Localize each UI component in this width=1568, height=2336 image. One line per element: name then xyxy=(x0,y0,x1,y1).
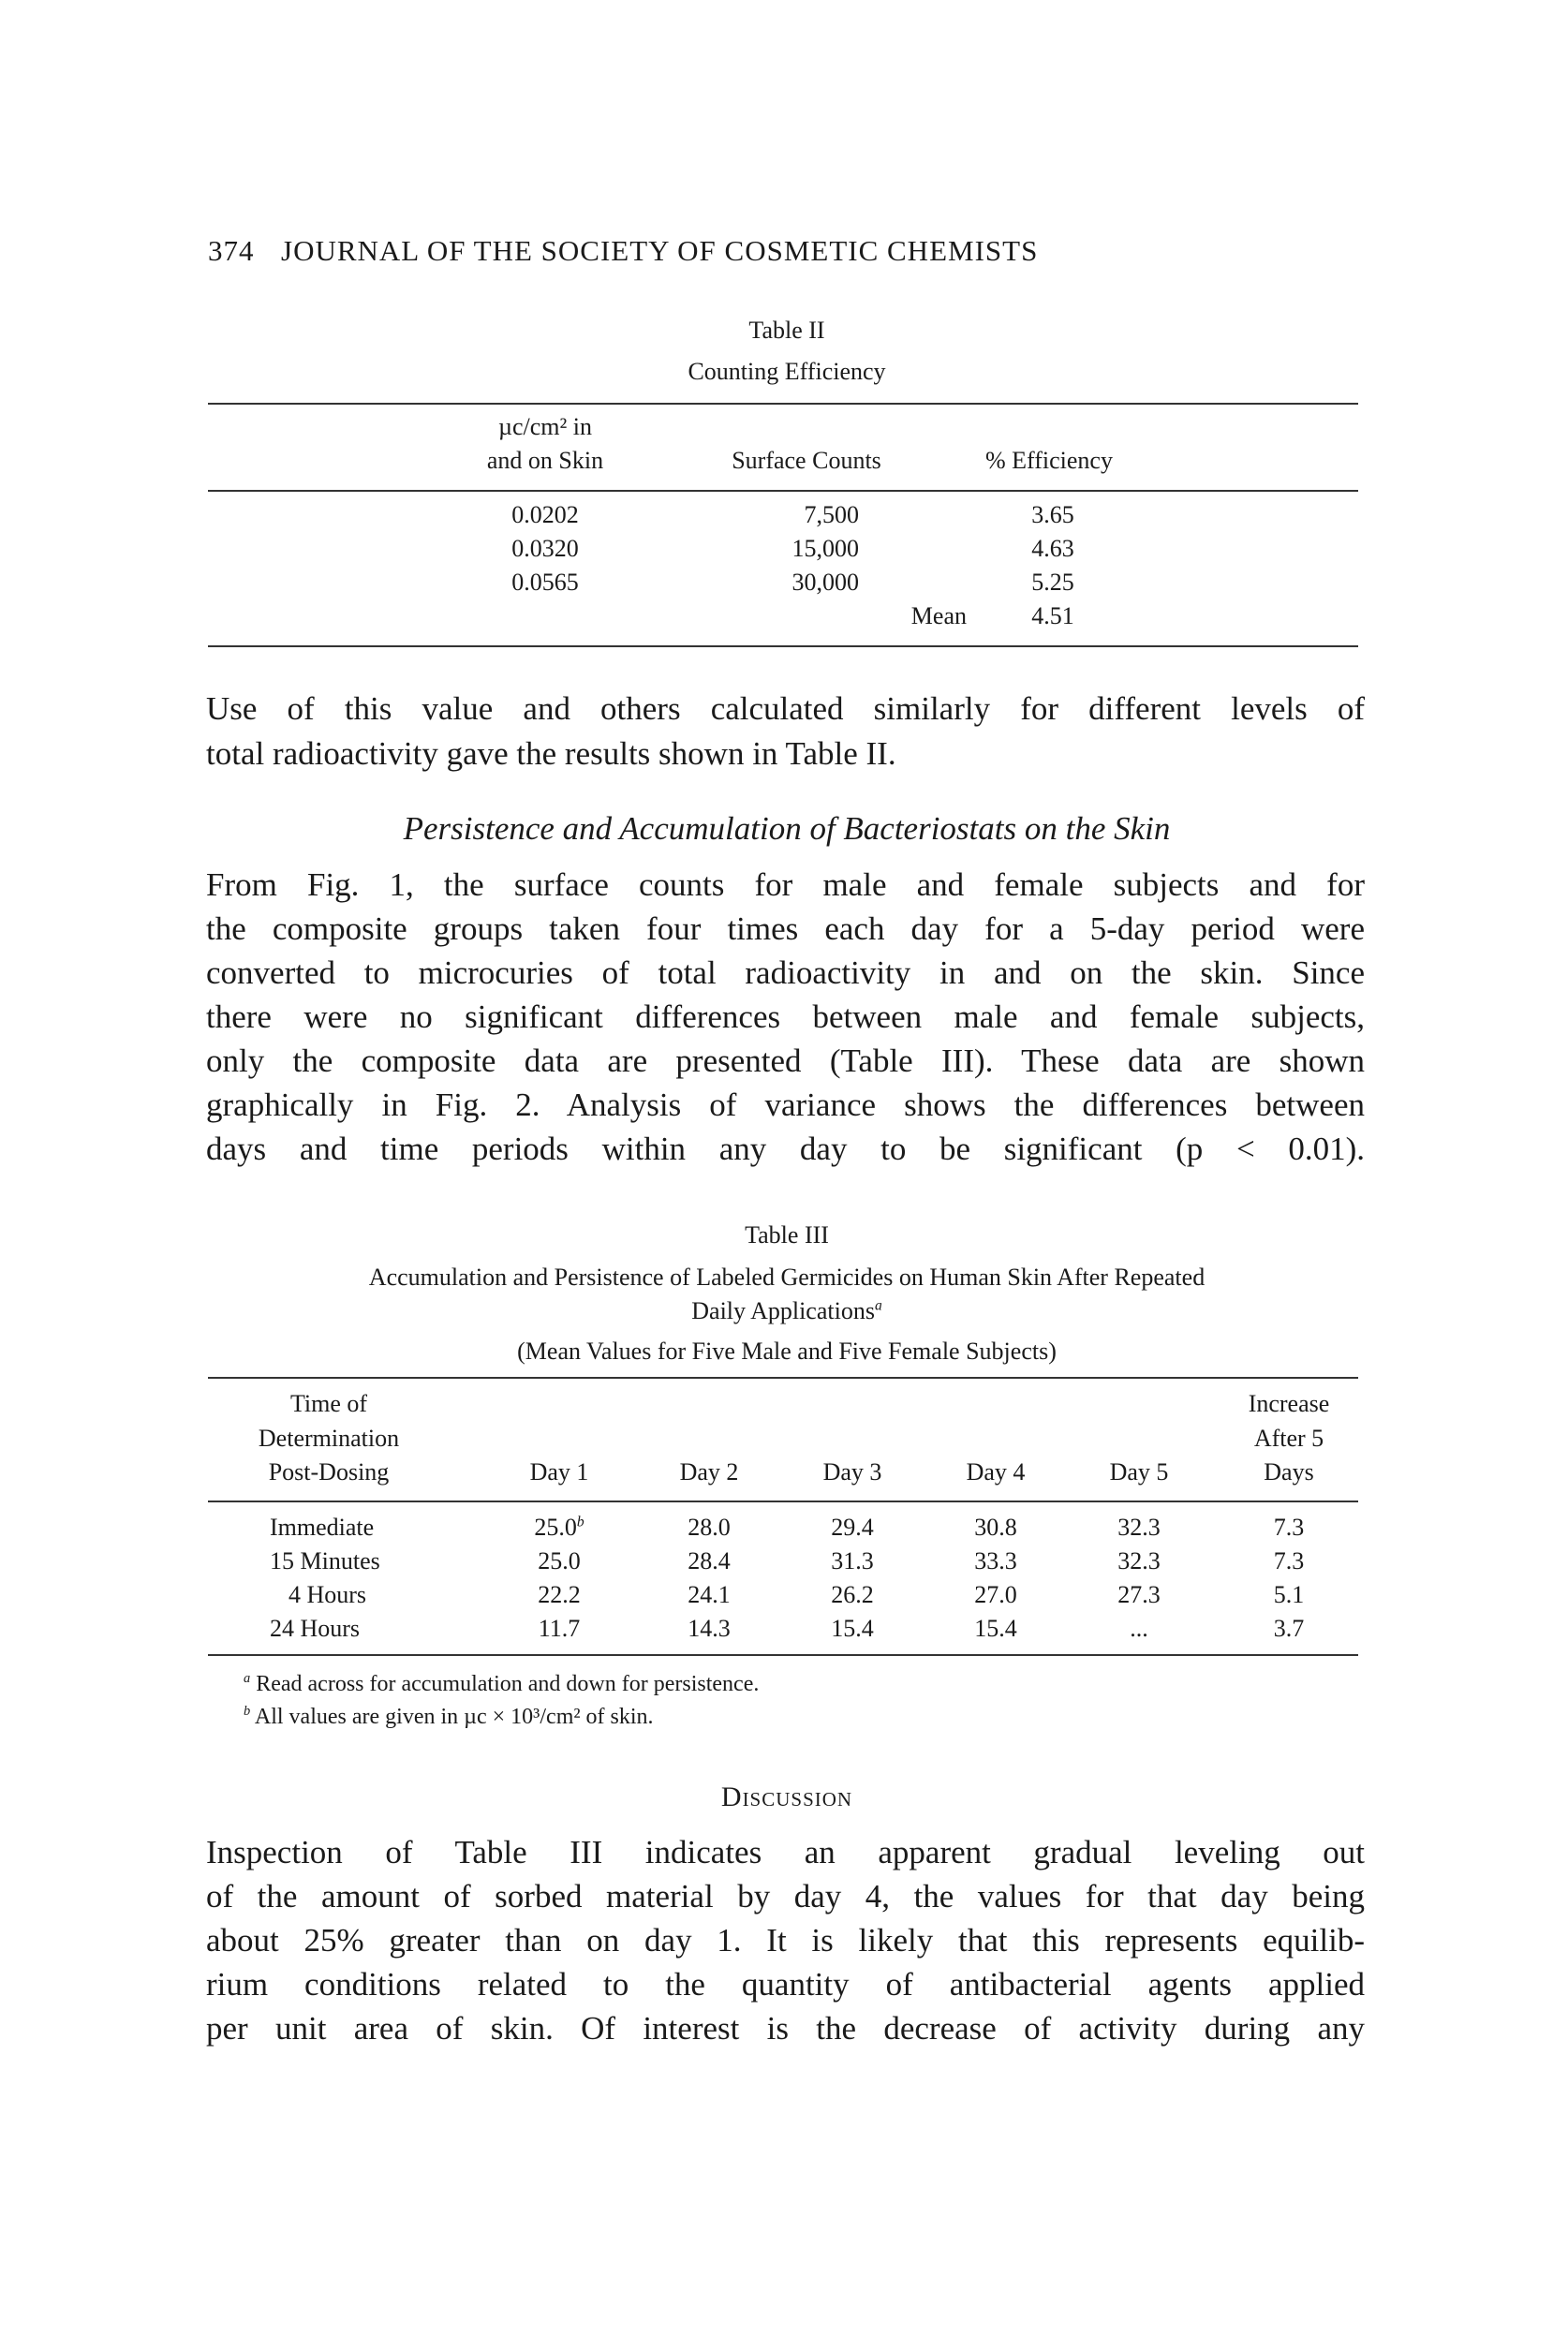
footnote-mark: a xyxy=(874,1297,882,1314)
table-cell: 28.4 xyxy=(688,1547,731,1575)
table-cell: 22.2 xyxy=(538,1581,581,1608)
table-rule xyxy=(208,1377,1358,1379)
table-cell: 31.3 xyxy=(831,1547,874,1575)
paragraph-line: total radioactivity gave the results shown in Table II. xyxy=(206,735,896,772)
table-cell: 29.4 xyxy=(831,1514,874,1541)
footnote-mark: b xyxy=(576,1514,584,1530)
mean-value: 4.51 xyxy=(1031,602,1074,629)
column-header: After 5 xyxy=(1253,1425,1324,1452)
row-label: Immediate xyxy=(270,1514,375,1541)
table-title xyxy=(691,1297,882,1325)
footnote-text: Read across for accumulation and down for persistence. xyxy=(256,1672,760,1696)
column-header: Day 2 xyxy=(679,1458,739,1486)
column-header: Day 4 xyxy=(966,1458,1026,1486)
table-cell: 27.3 xyxy=(1117,1581,1161,1608)
table-cell: 25.0$^b$ xyxy=(534,1514,584,1541)
table-rule xyxy=(208,1654,1358,1656)
table-cell: 30.8 xyxy=(974,1514,1017,1541)
column-header: Day 5 xyxy=(1109,1458,1169,1486)
table-label: Table II xyxy=(748,317,825,344)
footnote-mark: a xyxy=(244,1671,251,1686)
table-cell: 3.65 xyxy=(1031,501,1074,528)
table-cell: 7,500 xyxy=(804,501,859,528)
table-rule xyxy=(208,490,1358,492)
column-header: Day 1 xyxy=(529,1458,589,1486)
table-cell: 25.0 xyxy=(538,1547,581,1575)
table-label: Table III xyxy=(745,1221,829,1249)
row-label: 15 Minutes xyxy=(270,1547,380,1575)
table-cell: 15.4 xyxy=(974,1615,1017,1642)
table-title: Counting Efficiency xyxy=(688,358,886,385)
table-cell: 15.4 xyxy=(831,1615,874,1642)
footnote xyxy=(244,1704,654,1730)
paragraph-line: there were no significant differences between male and female subjects, xyxy=(206,998,1365,1035)
paragraph-line: graphically in Fig. 2. Analysis of variance shows the differences between xyxy=(206,1087,1365,1123)
column-header: Increase xyxy=(1248,1390,1330,1417)
paragraph-line: about 25% greater than on day 1. It is likely that this represents equilib- xyxy=(206,1922,1365,1959)
table-cell: 30,000 xyxy=(791,569,859,596)
table-subtitle: (Mean Values for Five Male and Five Female Subjects) xyxy=(517,1338,1057,1365)
paragraph-line: only the composite data are presented (Table III). These data are shown xyxy=(206,1042,1365,1079)
mean-label: Mean xyxy=(910,602,967,629)
table-cell: 24.1 xyxy=(688,1581,731,1608)
section-heading: Discussion xyxy=(720,1782,853,1812)
paragraph-line: Use of this value and others calculated similarly for different levels of xyxy=(206,690,1365,727)
table-cell: 27.0 xyxy=(974,1581,1017,1608)
footnote-text: All values are given in µc × 10³/cm² of skin. xyxy=(254,1705,654,1729)
column-header: Day 3 xyxy=(822,1458,882,1486)
column-header: Post-Dosing xyxy=(268,1458,390,1486)
journal-title: JOURNAL OF THE SOCIETY OF COSMETIC CHEMISTS xyxy=(281,234,1039,267)
column-header: µc/cm² in xyxy=(497,413,593,440)
column-header: Surface Counts xyxy=(732,447,881,474)
paragraph-line: Inspection of Table III indicates an apparent gradual leveling out xyxy=(206,1834,1365,1870)
page-number: 374 xyxy=(208,234,255,267)
section-heading: Persistence and Accumulation of Bacteriostats on the Skin xyxy=(403,810,1171,847)
paragraph-line: From Fig. 1, the surface counts for male and female subjects and for xyxy=(206,866,1365,903)
column-header: Days xyxy=(1264,1458,1314,1486)
table-cell: 5.1 xyxy=(1273,1581,1305,1608)
table-title-text: Daily Applications xyxy=(691,1297,875,1324)
table-cell: 15,000 xyxy=(791,535,859,562)
column-header: % Efficiency xyxy=(985,447,1113,474)
table-cell: 32.3 xyxy=(1117,1547,1161,1575)
table-cell: 4.63 xyxy=(1031,535,1074,562)
table-cell: ... xyxy=(1130,1615,1148,1642)
column-header: Time of xyxy=(289,1390,368,1417)
table-rule xyxy=(208,403,1358,405)
table-cell: 0.0320 xyxy=(511,535,579,562)
table-cell: 28.0 xyxy=(688,1514,731,1541)
table-cell: 32.3 xyxy=(1117,1514,1161,1541)
table-cell: 26.2 xyxy=(831,1581,874,1608)
table-title: Accumulation and Persistence of Labeled Germicides on Human Skin After Repeated xyxy=(368,1264,1206,1291)
table-rule xyxy=(208,645,1358,647)
column-header: and on Skin xyxy=(486,447,604,474)
table-rule xyxy=(208,1501,1358,1502)
paragraph-line: rium conditions related to the quantity of antibacterial agents applied xyxy=(206,1966,1365,2003)
table-cell: 0.0565 xyxy=(511,569,579,596)
paragraph-line: converted to microcuries of total radioactivity in and on the skin. Since xyxy=(206,954,1365,991)
table-cell: 7.3 xyxy=(1273,1514,1305,1541)
table-cell: 5.25 xyxy=(1031,569,1074,596)
table-cell: 14.3 xyxy=(688,1615,731,1642)
table-cell: 0.0202 xyxy=(511,501,579,528)
footnote-mark: b xyxy=(244,1704,251,1719)
paragraph-line: per unit area of skin. Of interest is the decrease of activity during any xyxy=(206,2010,1365,2047)
paragraph-line: of the amount of sorbed material by day 4, the values for that day being xyxy=(206,1878,1365,1915)
table-cell: 3.7 xyxy=(1273,1615,1305,1642)
paragraph-line: days and time periods within any day to be significant (p < 0.01). xyxy=(206,1131,1365,1167)
table-cell: 11.7 xyxy=(538,1615,581,1642)
table-cell: 7.3 xyxy=(1273,1547,1305,1575)
row-label: 4 Hours xyxy=(288,1581,367,1608)
table-cell: 33.3 xyxy=(974,1547,1017,1575)
column-header: Determination xyxy=(258,1425,400,1452)
footnote xyxy=(244,1671,759,1697)
paragraph-line: the composite groups taken four times each day for a 5-day period were xyxy=(206,910,1365,947)
row-label: 24 Hours xyxy=(270,1615,361,1642)
